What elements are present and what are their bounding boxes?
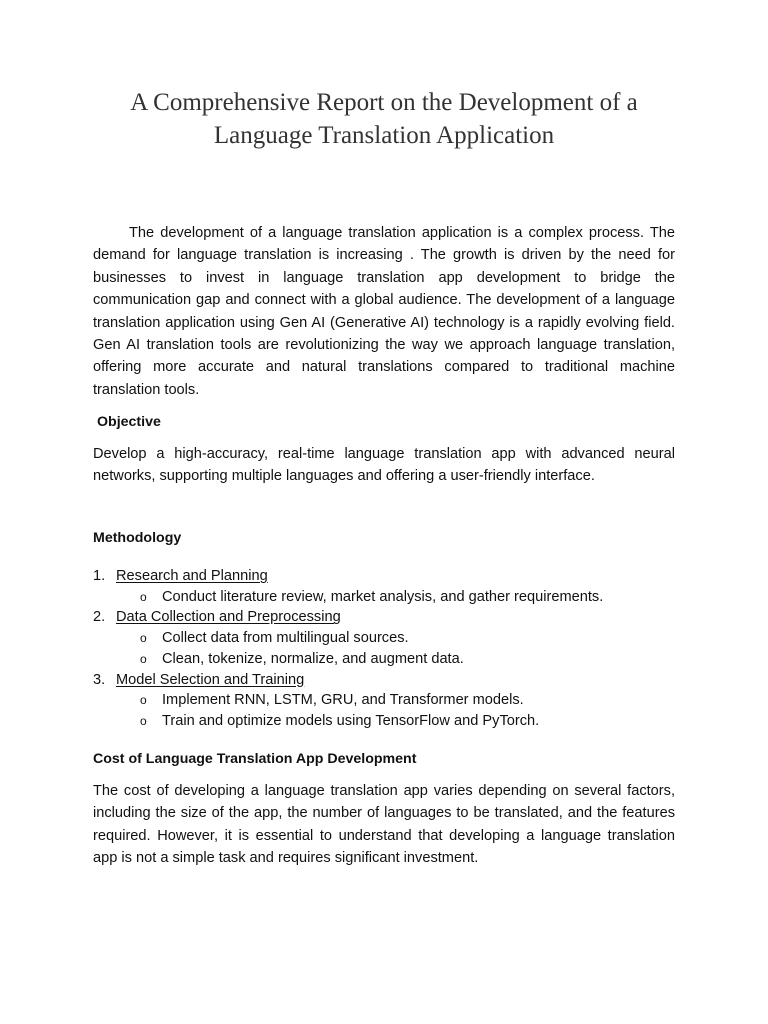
document-title [60,86,708,152]
step-title: Model Selection and Training [116,671,305,688]
cost-paragraph: The cost of developing a language translation app varies depending on several factors, including the size of the app, the number of languages to be translated, and the features required. However, it is essential to understand that developing a language translation app is not a simple task and requires significant investment. [93,783,675,867]
methodology-step [93,607,675,669]
hollow-bullet-icon: o [140,713,147,728]
objective-paragraph: Develop a high-accuracy, real-time language translation app with advanced neural networks, supporting multiple languages and offering a user-friendly interface. [93,446,675,485]
objective-heading: Objective [97,414,161,430]
methodology-list-container [93,566,675,732]
step-sub-list [93,628,675,669]
hollow-bullet-icon: o [140,631,147,646]
title-line-2: Language Translation Application [213,122,555,149]
step-number: 2. [93,609,106,626]
methodology-step [93,566,675,607]
list-item [93,711,675,732]
objective-body [93,443,675,488]
list-item [93,690,675,711]
methodology-steps [93,566,675,732]
cost-section [93,749,675,769]
hollow-bullet-icon: o [140,693,147,708]
intro-paragraph: The development of a language translation application is a complex process. The demand for language translation is increasing . The growth is driven by the need for businesses to invest in language translation app development to bridge the communication gap and connect with a global audience. The development of a language translation application using Gen AI (Generative AI) technology is a rapidly evolving field. Gen AI translation tools are revolutionizing the way we approach language translation, offering more accurate and natural translations compared to traditional machine translation tools. [93,225,675,398]
list-item-text: Implement RNN, LSTM, GRU, and Transformer models. [162,692,524,709]
hollow-bullet-icon: o [140,589,147,604]
cost-heading: Cost of Language Translation App Development [93,751,417,767]
title-line-1: A Comprehensive Report on the Development of a [130,89,638,116]
step-title: Data Collection and Preprocessing [116,609,341,626]
list-item-text: Conduct literature review, market analysis, and gather requirements. [162,588,604,605]
hollow-bullet-icon: o [140,651,147,666]
step-sub-list [93,690,675,731]
step-title: Research and Planning [116,568,268,584]
objective-section [97,412,679,432]
list-item-text: Collect data from multilingual sources. [162,630,409,647]
step-sub-list [93,587,675,608]
step-number: 1. [93,568,106,584]
intro-section [93,222,675,401]
list-item-text: Train and optimize models using TensorFlow and PyTorch. [162,712,540,729]
step-number: 3. [93,671,106,688]
cost-body [93,780,675,870]
list-item [93,649,675,670]
methodology-heading: Methodology [93,530,182,546]
list-item [93,628,675,649]
list-item-text: Clean, tokenize, normalize, and augment data. [162,650,464,667]
list-item [93,587,675,608]
methodology-step [93,670,675,732]
methodology-section [93,528,675,548]
